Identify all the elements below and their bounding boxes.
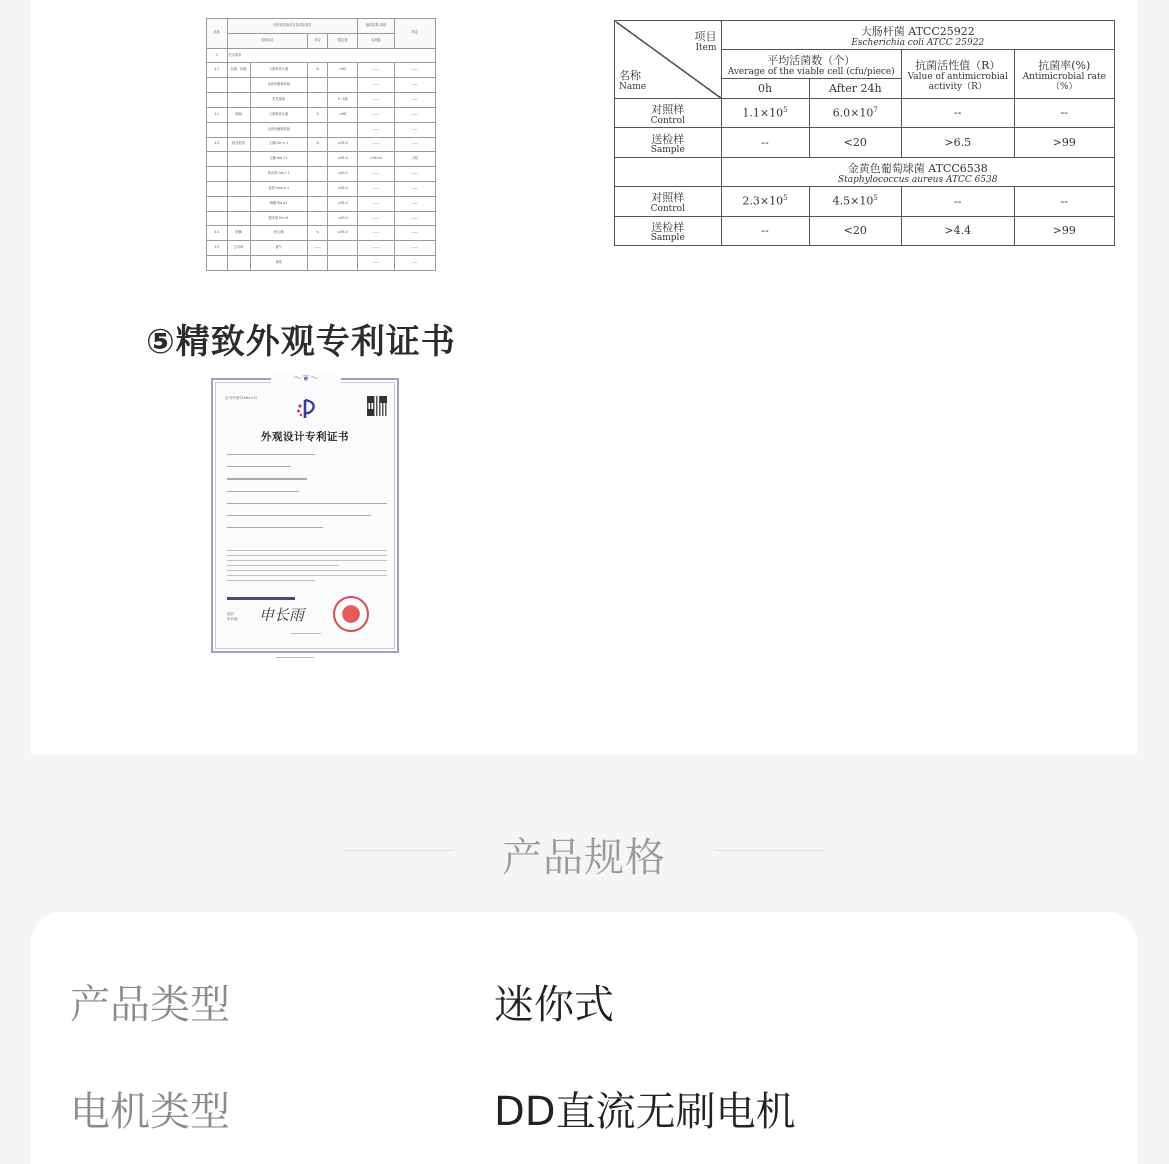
spec-cell [227, 122, 250, 137]
spec-cell: 4.2 [207, 107, 228, 122]
spec-cell: —— [358, 78, 395, 93]
spec-cell: 0~1级 [328, 93, 358, 108]
spec-card [31, 912, 1137, 1164]
table-row [615, 128, 1115, 157]
spec-cell [207, 152, 228, 167]
patent-heading: ⑤精致外观专利证书 [146, 322, 456, 362]
spec-cell: —— [394, 93, 435, 108]
certificate-footer [291, 633, 321, 634]
spec-cell: —— [358, 167, 395, 182]
spec-cell: 金黄色葡萄球菌 [250, 78, 307, 93]
sample-en: Sample [650, 233, 685, 244]
cell-s-control-24h: $4.5\times 10^5$ [809, 187, 902, 216]
section-title: 产品规格 [502, 835, 666, 881]
spec-cell: 氨气 [250, 241, 307, 256]
test-spec-table [206, 18, 436, 271]
spec-cell: 蟑螂 Bla g2 [250, 196, 307, 211]
spec-table-section [207, 48, 436, 63]
spec-cell [307, 167, 328, 182]
cell-s-sample-0h: -- [721, 216, 809, 245]
spec-cell: 除螨 [227, 226, 250, 241]
spec-cell: ≥95.0 [328, 137, 358, 152]
cell-s-control-0h: $2.3\times 10^5$ [721, 187, 809, 216]
sub-0h: 0h [721, 78, 809, 98]
spec-cell: —— [358, 137, 395, 152]
table-row [615, 216, 1115, 245]
spec-cell [227, 196, 250, 211]
spec-cell: —— [394, 167, 435, 182]
certificate-sign-label: 局长 申长雨 [227, 612, 238, 621]
spec-cell [307, 256, 328, 271]
spec-cell: —— [394, 122, 435, 137]
spec-cell: —— [394, 63, 435, 78]
col-viable-zh: 平均活菌数（个） [767, 53, 856, 67]
table-row [207, 241, 436, 256]
spec-cell: —— [394, 226, 435, 241]
spec-cell [227, 181, 250, 196]
table-row [207, 137, 436, 152]
col-activity-en: Value of antimicrobial activity（R） [907, 72, 1008, 92]
sample-en: Sample [650, 145, 685, 156]
cell-s-sample-activity: >4.4 [902, 216, 1015, 245]
spec-cell: % [307, 137, 328, 152]
spec-cell: —— [394, 107, 435, 122]
table-row [207, 63, 436, 78]
spec-cell: —— [394, 181, 435, 196]
cell-s-sample-rate: >99 [1014, 216, 1115, 245]
spec-cell [328, 78, 358, 93]
spec-cell [227, 93, 250, 108]
spec-header-cell: 条款 [207, 19, 228, 49]
spec-cell: 大肠埃希氏菌 [250, 107, 307, 122]
table-row [207, 152, 436, 167]
certificate-caption-line [276, 657, 314, 658]
spec-cell [328, 241, 358, 256]
spec-cell: 4.1 [207, 63, 228, 78]
certificate-signature: 申长雨 [259, 606, 305, 624]
col-activity-zh: 抗菌活性值（R） [915, 59, 1001, 73]
sample-zh: 送检样 [651, 220, 685, 234]
spec-cell [307, 78, 328, 93]
spec-cell [207, 181, 228, 196]
control-zh: 对照样 [651, 191, 685, 205]
sample-zh: 送检样 [651, 132, 685, 146]
antibacterial-table [614, 20, 1115, 246]
table-row [207, 196, 436, 211]
spec-cell: 除过敏原 [227, 137, 250, 152]
certificate-title: 外观设计专利证书 [261, 431, 349, 443]
spec-cell [307, 152, 328, 167]
spec-cell: —— [394, 137, 435, 152]
bacteria-2-header [721, 157, 1115, 186]
spec-cell [307, 93, 328, 108]
certificate-number: 证书号第5346××号 [225, 396, 258, 400]
spec-cell [227, 78, 250, 93]
table-row [207, 122, 436, 137]
spec-cell: —— [358, 196, 395, 211]
spec-row [31, 1082, 1137, 1142]
spec-cell: 去异味 [227, 241, 250, 256]
corner-name-en: Name [619, 81, 647, 92]
table-row [207, 93, 436, 108]
spec-cell: —— [358, 93, 395, 108]
spec-cell: ≥90.0 [328, 211, 358, 226]
spec-cell [307, 122, 328, 137]
spec-cell: 4.4 [207, 226, 228, 241]
bacteria-2-zh: 金黄色葡萄球菌 ATCC6538 [847, 161, 988, 175]
spec-cell: —— [358, 181, 395, 196]
control-en: Control [650, 115, 685, 126]
spec-cell: —— [358, 211, 395, 226]
cell-e-control-24h: $6.0\times 10^7$ [809, 99, 902, 128]
spec-cell [328, 256, 358, 271]
spec-cell: % [307, 63, 328, 78]
cell-e-sample-24h: <20 [809, 128, 902, 157]
official-seal-icon [333, 596, 369, 632]
spec-row [31, 975, 1137, 1035]
table-row [207, 226, 436, 241]
table-row [615, 99, 1115, 128]
spec-cell: 技术要求 [227, 48, 435, 63]
cell-s-sample-24h: <20 [809, 216, 902, 245]
spec-cell: 除菌 [227, 107, 250, 122]
certificate-barcode [227, 597, 295, 600]
table-row [207, 211, 436, 226]
spec-cell: >98.44 [358, 152, 395, 167]
spec-cell: —— [394, 211, 435, 226]
spec-cell [227, 211, 250, 226]
spec-cell: 花粉 Amb a 1 [250, 181, 307, 196]
control-en: Control [650, 204, 685, 215]
spec-cell: ≥95.0 [328, 181, 358, 196]
spec-cell: 臭味 [250, 256, 307, 271]
control-zh: 对照样 [651, 103, 685, 117]
table-row [207, 256, 436, 271]
spec-cell: 抗菌、抑菌 [227, 63, 250, 78]
spec-cell: 4.5 [207, 241, 228, 256]
spec-cell [328, 122, 358, 137]
table-row [207, 78, 436, 93]
col-rate-header [1014, 50, 1115, 99]
section-divider-left [342, 850, 453, 851]
spec-cell: 合格 [394, 152, 435, 167]
spec-cell [227, 152, 250, 167]
section-divider-right [715, 850, 826, 851]
spec-label: 电机类型 [70, 1089, 230, 1135]
certificate-fields [227, 454, 387, 539]
spec-value: DD直流无刷电机 [494, 1089, 796, 1135]
spec-cell: 尘螨 Der p 1 [250, 137, 307, 152]
spec-cell: ≥95.0 [328, 196, 358, 211]
spec-cell: ≥96 [328, 107, 358, 122]
corner-item-en: Item [695, 42, 717, 53]
spec-cell: —— [394, 256, 435, 271]
bacteria-2-en: Staphylococcus aureus ATCC 6538 [837, 174, 998, 185]
cell-e-control-rate: -- [1014, 99, 1115, 128]
spec-cell: —— [358, 107, 395, 122]
spec-cell: 狗皮屑 Can f 1 [250, 167, 307, 182]
spec-cell: —— [307, 241, 328, 256]
corner-item-zh: 项目 [694, 30, 717, 43]
spec-cell: 大肠埃希氏菌 [250, 63, 307, 78]
spec-cell [307, 181, 328, 196]
spec-cell: —— [358, 241, 395, 256]
spec-header-cell: 实测值 [358, 33, 395, 48]
spec-cell [207, 78, 228, 93]
spec-cell: —— [358, 256, 395, 271]
spec-table-header [207, 19, 436, 34]
spec-cell [227, 167, 250, 182]
spec-header-cell: 单位 [307, 33, 328, 48]
spec-cell [307, 196, 328, 211]
spec-cell [207, 256, 228, 271]
spec-cell: 常见霉菌 [250, 93, 307, 108]
col-viable-en: Average of the viable cell (cfu/piece) [727, 66, 895, 77]
spec-cell: —— [358, 122, 395, 137]
corner-name-zh: 名称 [619, 68, 641, 82]
spec-cell: 猫皮屑 Fel d1 [250, 211, 307, 226]
spec-header-cell: 试验项目 [227, 33, 307, 48]
spec-cell: —— [394, 241, 435, 256]
certificate-ornament: ～❦～ [271, 374, 341, 384]
patent-certificate-image [211, 374, 399, 653]
spec-cell: —— [394, 196, 435, 211]
bacteria-1-en: Escherichia coli ATCC 25922 [851, 37, 985, 48]
spec-cell: 4 [207, 48, 228, 63]
col-rate-en: Antimicrobial rate（%） [1022, 72, 1106, 92]
spec-cell [227, 256, 250, 271]
cell-e-sample-0h: -- [721, 128, 809, 157]
spec-cell: ≥90.0 [328, 167, 358, 182]
antibacterial-table-image [614, 20, 1115, 246]
spec-cell [207, 196, 228, 211]
spec-cell: ≥95.0 [328, 152, 358, 167]
spec-value: 迷你式 [494, 982, 614, 1028]
certificate-paragraph [227, 550, 387, 585]
spec-cell: % [307, 107, 328, 122]
spec-header-cell: 判定 [394, 19, 435, 49]
cell-e-control-activity: -- [902, 99, 1015, 128]
table-row [207, 107, 436, 122]
spec-cell: 金黄色葡萄球菌 [250, 122, 307, 137]
spec-cell: ≥90 [328, 63, 358, 78]
cell-e-sample-activity: >6.5 [902, 128, 1015, 157]
qr-code-icon [367, 396, 387, 416]
table-row [207, 167, 436, 182]
spec-cell: 粉尘螨 [250, 226, 307, 241]
spec-cell: 尘螨 Der f 1 [250, 152, 307, 167]
table-row [207, 181, 436, 196]
spec-header-cell: 测试结果-说明 [358, 19, 395, 34]
spec-cell [207, 122, 228, 137]
bacteria-1-zh: 大肠杆菌 ATCC25922 [860, 25, 975, 39]
cell-s-control-activity: -- [902, 187, 1015, 216]
spec-label: 产品类型 [70, 982, 230, 1028]
spec-header-cell: 纺织机试验项目及试验要求 [227, 19, 358, 34]
spec-cell [307, 211, 328, 226]
spec-header-cell: 限定值 [328, 33, 358, 48]
cell-e-sample-rate: >99 [1014, 128, 1115, 157]
col-rate-zh: 抗菌率(%) [1038, 59, 1091, 73]
col-viable-header [721, 50, 902, 78]
spec-cell: —— [394, 78, 435, 93]
spec-cell: ≥95.0 [328, 226, 358, 241]
cell-s-control-rate: -- [1014, 187, 1115, 216]
spec-cell [207, 93, 228, 108]
spec-cell: —— [358, 63, 395, 78]
cell-e-control-0h: $1.1\times 10^5$ [721, 99, 809, 128]
col-activity-header [902, 50, 1015, 99]
test-spec-table-image [206, 18, 436, 271]
sub-24h: After 24h [809, 78, 902, 98]
bacteria-1-header [721, 21, 1115, 50]
spec-cell: 4.3 [207, 137, 228, 152]
spec-cell [207, 167, 228, 182]
table-row [615, 187, 1115, 216]
spec-cell: % [307, 226, 328, 241]
patent-office-logo-icon [295, 397, 319, 421]
table-corner-cell [615, 21, 722, 99]
spec-cell [207, 211, 228, 226]
spec-cell: —— [358, 226, 395, 241]
